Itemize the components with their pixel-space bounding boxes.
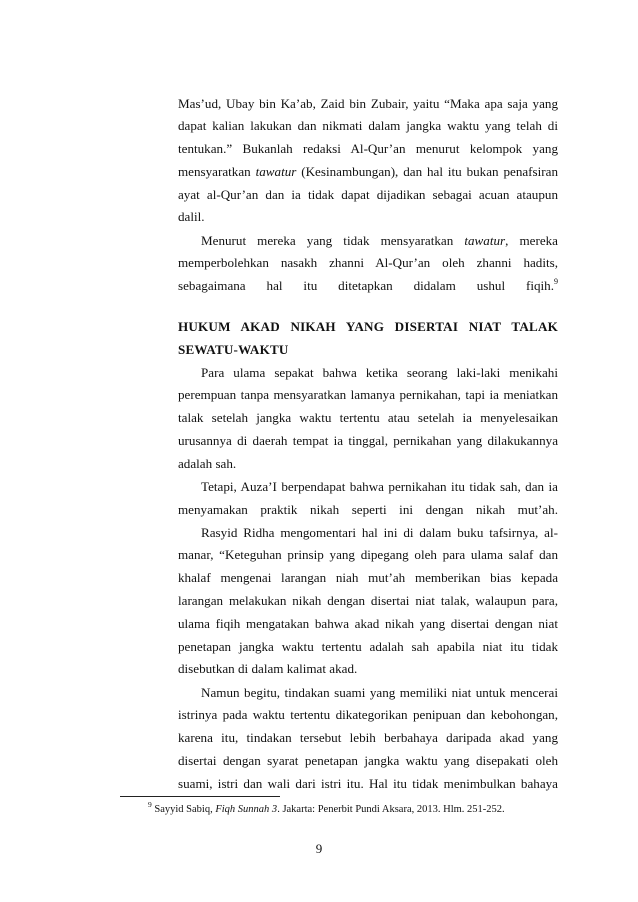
section-heading: SEWATU-WAKTU bbox=[178, 342, 289, 357]
footnote bbox=[148, 800, 505, 817]
text-line: disebutkan di dalam kalimat akad. bbox=[178, 661, 358, 676]
text-line: Namun begitu, tindakan suami yang memiliki niat untuk mencerai bbox=[201, 685, 558, 700]
text-segment: Menurut mereka yang tidak mensyaratkan bbox=[201, 233, 465, 248]
text-line: memperbolehkan nasakh zhanni Al-Qur’an oleh zhanni hadits, bbox=[178, 255, 558, 270]
footnote-separator bbox=[120, 796, 280, 797]
text-line bbox=[178, 277, 558, 294]
text-line: menyamakan praktik nikah seperti ini dengan nikah mut’ah. bbox=[178, 502, 558, 517]
text-line bbox=[201, 232, 558, 249]
text-line: Mas’ud, Ubay bin Ka’ab, Zaid bin Zubair, yaitu “Maka apa saja yang bbox=[178, 96, 558, 111]
text-segment: , mereka bbox=[505, 233, 558, 248]
text-line: istrinya pada waktu tertentu dikategorikan penipuan dan kebohongan, bbox=[178, 707, 558, 722]
footnote-details: . Jakarta: Penerbit Pundi Aksara, 2013. Hlm. 251-252. bbox=[277, 804, 505, 815]
text-segment: (Kesinambungan), dan hal itu bukan penafsiran bbox=[296, 164, 558, 179]
text-line: dalil. bbox=[178, 209, 205, 224]
footnote-reference[interactable]: 9 bbox=[554, 277, 558, 286]
text-line: penetapan jangka waktu tertentu adalah sah apabila niat itu tidak bbox=[178, 639, 558, 654]
text-line: disertai dengan syarat penetapan jangka waktu yang disepakati oleh bbox=[178, 753, 558, 768]
footnote-number: 9 bbox=[148, 800, 152, 809]
text-line: suami, istri dan wali dari istri itu. Hal itu tidak menimbulkan bahaya bbox=[178, 776, 558, 791]
text-segment: sebagaimana hal itu ditetapkan didalam ushul fiqih. bbox=[178, 278, 554, 293]
text-line: khalaf mengenai larangan niah mut’ah memberikan bias kepada bbox=[178, 570, 558, 585]
footnote-title: Fiqh Sunnah 3 bbox=[215, 804, 278, 815]
text-line: perempuan tanpa mensyaratkan lamanya pernikahan, tapi ia meniatkan bbox=[178, 387, 558, 402]
text-line: larangan melakukan nikah dengan disertai niat talak, walaupun para, bbox=[178, 593, 558, 608]
text-line: Para ulama sepakat bahwa ketika seorang laki-laki menikahi bbox=[201, 365, 558, 380]
text-line: urusannya di daerah tempat ia tinggal, pernikahan yang dilakukannya bbox=[178, 433, 558, 448]
text-line: dapat kalian lakukan dan nikmati dalam jangka waktu yang telah di bbox=[178, 118, 558, 133]
section-heading: HUKUM AKAD NIKAH YANG DISERTAI NIAT TALAK bbox=[178, 319, 558, 334]
text-line: manar, “Keteguhan prinsip yang dipegang oleh para ulama salaf dan bbox=[178, 547, 558, 562]
footnote-author: Sayyid Sabiq, bbox=[154, 804, 216, 815]
text-line bbox=[178, 163, 558, 180]
text-segment: mensyaratkan bbox=[178, 164, 256, 179]
text-line: talak setelah jangka waktu tertentu atau setelah ia menyelesaikan bbox=[178, 410, 558, 425]
page-number: 9 bbox=[315, 841, 323, 856]
italic-term: tawatur bbox=[255, 164, 297, 179]
italic-term: tawatur bbox=[464, 233, 506, 248]
text-line: ayat al-Qur’an dan ia tidak dapat dijadikan sebagai acuan ataupun bbox=[178, 187, 558, 202]
text-line: karena itu, tindakan tersebut lebih berbahaya daripada akad yang bbox=[178, 730, 558, 745]
text-line: Rasyid Ridha mengomentari hal ini di dalam buku tafsirnya, al- bbox=[201, 525, 558, 540]
text-line: ulama fiqih mengatakan bahwa akad nikah yang disertai dengan niat bbox=[178, 616, 558, 631]
text-line: tentukan.” Bukanlah redaksi Al-Qur’an menurut kelompok yang bbox=[178, 141, 558, 156]
text-line: Tetapi, Auza’I berpendapat bahwa pernikahan itu tidak sah, dan ia bbox=[201, 479, 558, 494]
text-line: adalah sah. bbox=[178, 456, 237, 471]
